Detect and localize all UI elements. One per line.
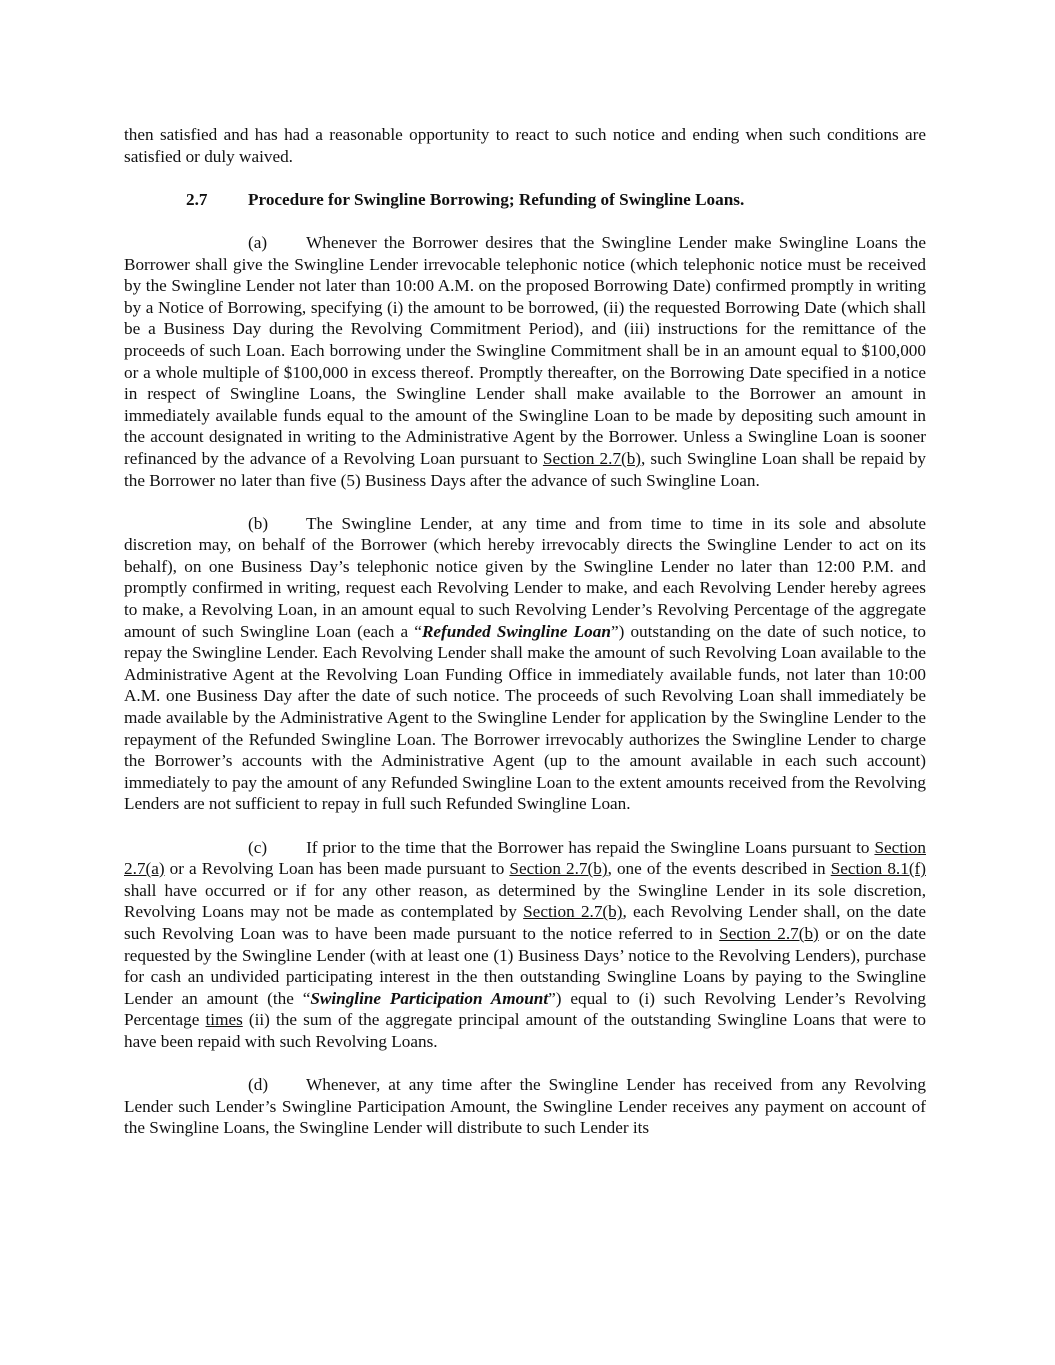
paragraph-c-text-2: or a Revolving Loan has been made pursuant to: [164, 859, 510, 879]
paragraph-c-label: (c): [248, 837, 268, 857]
defined-term: Refunded Swingline Loan: [421, 621, 611, 641]
section-title: Procedure for Swingline Borrowing; Refunding of Swingline Loans.: [248, 189, 745, 209]
paragraph-d: [124, 1074, 926, 1139]
paragraph-d-label: (d): [248, 1075, 269, 1095]
section-ref-link[interactable]: Section 2.7(b): [542, 448, 642, 468]
paragraph-c: [124, 837, 926, 1053]
section-heading: [124, 189, 926, 211]
paragraph-b-text-1: The Swingline Lender, at any time and from time to time in its sole and absolute discretion may, on behalf of the Borrower (which hereby irrevocably directs the Swingline Lender to act on its behalf), on one Business Day’s telephonic notice given by the Swingline Lender no later than 12:00 P.M. and promptly confirmed in writing, request each Revolving Lender to make, and each Revolving Lender hereby agrees to make, a Revolving Loan, in an amount equal to such Revolving Lender’s Revolving Percentage of the aggregate amount of such Swingline Loan (each a “: [124, 513, 926, 641]
section-ref-link[interactable]: Section 2.7(b): [509, 859, 608, 879]
section-ref-link[interactable]: Section 2.7(b): [719, 923, 819, 943]
paragraph-c-text-8: (ii) the sum of the aggregate principal amount of the outstanding Swingline Loans that were to have been repaid with such Revolving Loans.: [124, 1010, 927, 1051]
paragraph-d-text-1: Whenever, at any time after the Swingline Lender has received from any Revolving Lender such Lender’s Swingline Participation Amount, the Swingline Lender receives any payment on account of the Swingline Loans, the Swingline Lender will distribute to such Lender its: [124, 1075, 926, 1138]
paragraph-a-label: (a): [248, 232, 268, 252]
paragraph-a: [124, 232, 926, 491]
paragraph-c-text-4: shall have occurred or if for any other reason, as determined by the Swingline Lender in its sole discretion, Revolving Loans may not be made as contemplated by: [124, 880, 926, 922]
paragraph-a-text-1: Whenever the Borrower desires that the Swingline Lender make Swingline Loans the Borrower shall give the Swingline Lender irrevocable telephonic notice (which telephonic notice must be received by the Swingline Lender not later than 10:00 A.M. on the proposed Borrowing Date) confirmed promptly in writing by a Notice of Borrowing, specifying (i) the amount to be borrowed, (ii) the requested Borrowing Date (which shall be a Business Day during the Revolving Commitment Period), and (iii) instructions for the remittance of the proceeds of such Loan. Each borrowing under the Swingline Commitment shall be in an amount equal to $100,000 or a whole multiple of $100,000 in excess thereof. Promptly thereafter, on the Borrowing Date specified in a notice in respect of Swingline Loans, the Swingline Lender shall make available to the Borrower an amount in immediately available funds equal to the amount of the Swingline Loan to be made by depositing such amount in the account designated in writing to the Administrative Agent by the Borrower. Unless a Swingline Loan is sooner refinanced by the advance of a Revolving Loan pursuant to: [124, 232, 926, 468]
document-page: [124, 124, 926, 1139]
section-ref-link[interactable]: Section 2.7(b): [523, 902, 623, 922]
paragraph-c-text-3: , one of the events described in: [607, 859, 831, 879]
paragraph-c-text-7: ”) equal to (i) such Revolving Lender’s Revolving Percentage: [124, 988, 926, 1030]
section-ref-link[interactable]: Section 8.1(f): [830, 859, 926, 879]
section-number: 2.7: [186, 189, 208, 209]
paragraph-a-text-2: , such Swingline Loan shall be repaid by the Borrower no later than five (5) Business Days after the advance of such Swingline Loan.: [124, 448, 927, 490]
intro-paragraph: then satisfied and has had a reasonable opportunity to react to such notice and ending when such conditions are satisfied or duly waived.: [124, 125, 926, 166]
emphasis-times: times: [205, 1010, 243, 1030]
paragraph-c-text-5: , each Revolving Lender shall, on the date such Revolving Loan was to have been made pursuant to the notice referred to in: [124, 902, 926, 943]
paragraph-b-text-2: ”) outstanding on the date of such notice, to repay the Swingline Lender. Each Revolving Lender shall make the amount of such Revolving Loan available to the Administrative Agent at the Revolving Loan Funding Office in immediately available funds, not later than 10:00 A.M. one Business Day after the date of such notice. The proceeds of such Revolving Loan shall immediately be made available by the Administrative Agent to the Swingline Lender for application by the Swingline Lender to the repayment of the Refunded Swingline Loan. The Borrower irrevocably authorizes the Swingline Lender to charge the Borrower’s accounts with the Administrative Agent (up to the amount available in each such account) immediately to pay the amount of any Refunded Swingline Loan to the extent amounts received from the Revolving Lenders are not sufficient to repay in full such Refunded Swingline Loan.: [124, 621, 927, 814]
paragraph-b-label: (b): [248, 513, 269, 533]
section-ref-link[interactable]: Section 2.7(a): [124, 837, 926, 879]
paragraph-b: [124, 513, 926, 815]
paragraph-c-text-6: or on the date requested by the Swingline Lender (with at least one (1) Business Days’ notice to the Revolving Lenders), purchase for cash an undivided participating interest in the then outstanding Swingline Loans by paying to the Swingline Lender an amount (the “: [124, 923, 926, 1008]
paragraph-c-text-1: If prior to the time that the Borrower has repaid the Swingline Loans pursuant to: [306, 837, 875, 857]
defined-term: Swingline Participation Amount: [310, 988, 549, 1008]
